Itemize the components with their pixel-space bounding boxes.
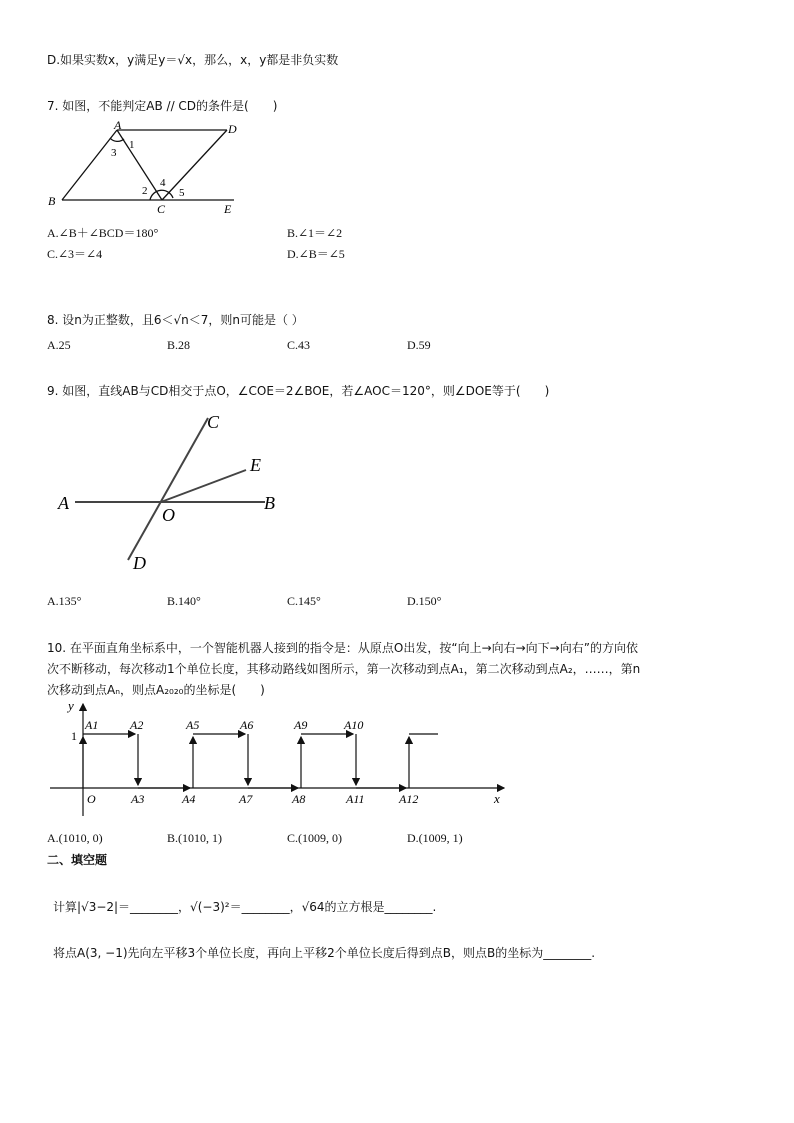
q10-label-a2: A2: [130, 718, 144, 732]
q9-label-b: B: [264, 493, 275, 513]
q10-label-a1: A1: [85, 718, 99, 732]
q7-label-5: 5: [179, 187, 185, 199]
q6-option-d: D.如果实数x，y满足y＝√x，那么，x，y都是非负实数: [47, 53, 339, 67]
q10-stem-line3: 次移动到点Aₙ，则点A₂₀₂₀的坐标是( ): [47, 683, 265, 697]
q10-axis-y-label: y: [68, 698, 74, 713]
q8-option-a: A.25: [47, 338, 71, 352]
q10-label-a9: A9: [294, 718, 308, 732]
q10-option-d: D.(1009, 1): [407, 831, 463, 845]
q10-option-c: C.(1009, 0): [287, 831, 342, 845]
q10-label-a7: A7: [239, 792, 253, 806]
q8-stem: 8. 设n为正整数，且6＜√n＜7，则n可能是（ ）: [47, 313, 304, 327]
q7-label-1: 1: [129, 139, 135, 151]
q7-label-d: D: [228, 122, 237, 136]
q9-figure: [50, 408, 300, 578]
q7-label-a: A: [114, 118, 122, 132]
q9-stem: 9. 如图，直线AB与CD相交于点O，∠COE＝2∠BOE，若∠AOC＝120°，则∠DOE等于( ): [47, 384, 550, 398]
fill2-text: 将点A(3, −1)先向左平移3个单位长度，再向上平移2个单位长度后得到点B，则点B的坐标为________.: [53, 946, 596, 960]
q7-label-2: 2: [142, 185, 148, 197]
q9-label-c: C: [207, 412, 220, 432]
q9-option-b: B.140°: [167, 594, 201, 608]
q9-option-c: C.145°: [287, 594, 321, 608]
q9-option-d: D.150°: [407, 594, 442, 608]
q9-label-a: A: [58, 493, 69, 513]
q7-label-b: B: [48, 194, 56, 208]
q10-tick-1: 1: [71, 729, 77, 743]
section2-title: 二、填空题: [47, 853, 108, 867]
q10-label-a11: A11: [346, 792, 365, 806]
q7-option-d: D.∠B＝∠5: [287, 247, 345, 261]
fill1-text: 计算|√3−2|＝________，√(−3)²＝________，√64的立方根是________.: [53, 900, 437, 914]
q10-label-a12: A12: [399, 792, 419, 806]
q10-option-a: A.(1010, 0): [47, 831, 103, 845]
q9-label-e: E: [250, 455, 261, 475]
q10-origin-label: O: [87, 792, 96, 806]
q8-option-c: C.43: [287, 338, 311, 352]
q7-stem: 7. 如图，不能判定AB // CD的条件是( ): [47, 99, 278, 113]
q8-option-b: B.28: [167, 338, 191, 352]
q10-label-a10: A10: [344, 718, 364, 732]
q10-label-a5: A5: [186, 718, 200, 732]
q7-label-c: C: [157, 202, 166, 216]
q10-axis-x-label: x: [494, 791, 500, 806]
q9-option-a: A.135°: [47, 594, 82, 608]
q10-label-a3: A3: [131, 792, 145, 806]
q10-option-b: B.(1010, 1): [167, 831, 222, 845]
q7-figure: [44, 118, 244, 218]
q8-option-d: D.59: [407, 338, 431, 352]
q9-label-d: D: [133, 553, 146, 573]
q7-option-a: A.∠B＋∠BCD＝180°: [47, 226, 159, 240]
q7-option-b: B.∠1＝∠2: [287, 226, 343, 240]
q10-stem-line2: 次不断移动，每次移动1个单位长度，其移动路线如图所示，第一次移动到点A₁，第二次移动到点A₂，……，第n: [47, 662, 641, 676]
q7-label-e: E: [224, 202, 232, 216]
q7-label-4: 4: [160, 177, 166, 189]
q9-label-o: O: [162, 505, 175, 525]
q10-label-a8: A8: [292, 792, 306, 806]
q10-stem-line1: 10. 在平面直角坐标系中，一个智能机器人接到的指令是：从原点O出发，按“向上→向右→向下→向右”的方向依: [47, 641, 638, 655]
q7-option-c: C.∠3＝∠4: [47, 247, 103, 261]
q7-label-3: 3: [111, 147, 117, 159]
q10-label-a4: A4: [182, 792, 196, 806]
q10-figure: [44, 696, 514, 818]
q10-label-a6: A6: [240, 718, 254, 732]
